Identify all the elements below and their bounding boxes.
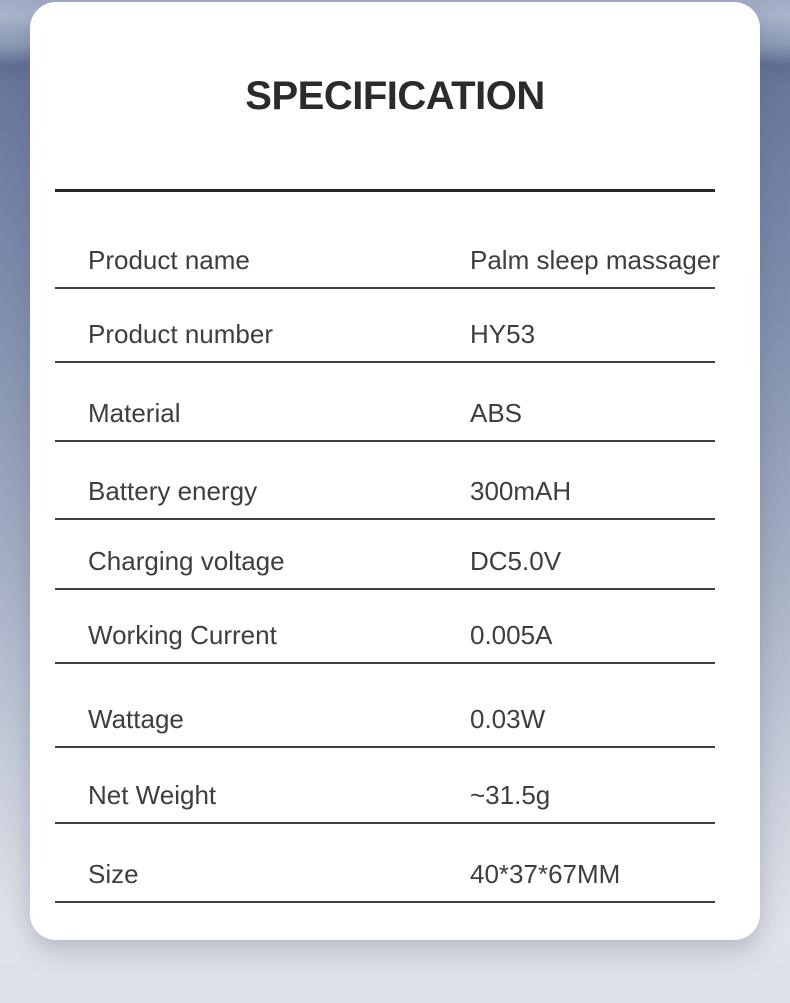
spec-label-wattage: Wattage (88, 704, 184, 734)
spec-value-battery-energy: 300mAH (470, 476, 572, 506)
table-row (55, 363, 715, 442)
table-row (55, 824, 715, 903)
spec-value-product-name: Palm sleep massager (470, 245, 720, 275)
spec-value-net-weight: ~31.5g (470, 780, 551, 810)
spec-label-size: Size (88, 859, 139, 889)
spec-label-material: Material (88, 398, 181, 428)
spec-label-battery-energy: Battery energy (88, 476, 258, 506)
table-row (55, 520, 715, 590)
spec-label-product-number: Product number (88, 319, 273, 349)
table-row (55, 289, 715, 363)
spec-label-working-current: Working Current (88, 620, 277, 650)
spec-value-size: 40*37*67MM (470, 859, 621, 889)
spec-label-charging-voltage: Charging voltage (88, 546, 285, 576)
specification-card (30, 2, 760, 940)
table-row (55, 748, 715, 824)
spec-label-product-name: Product name (88, 245, 250, 275)
spec-value-wattage: 0.03W (470, 704, 546, 734)
page-title: SPECIFICATION (245, 74, 545, 118)
spec-table (55, 189, 720, 903)
table-row (55, 664, 715, 748)
table-row (55, 192, 720, 289)
spec-label-net-weight: Net Weight (88, 780, 217, 810)
table-row (55, 590, 715, 664)
spec-value-working-current: 0.005A (470, 620, 553, 650)
spec-value-charging-voltage: DC5.0V (470, 546, 562, 576)
table-row (55, 442, 715, 520)
spec-value-product-number: HY53 (470, 319, 536, 349)
spec-value-material: ABS (470, 398, 523, 428)
